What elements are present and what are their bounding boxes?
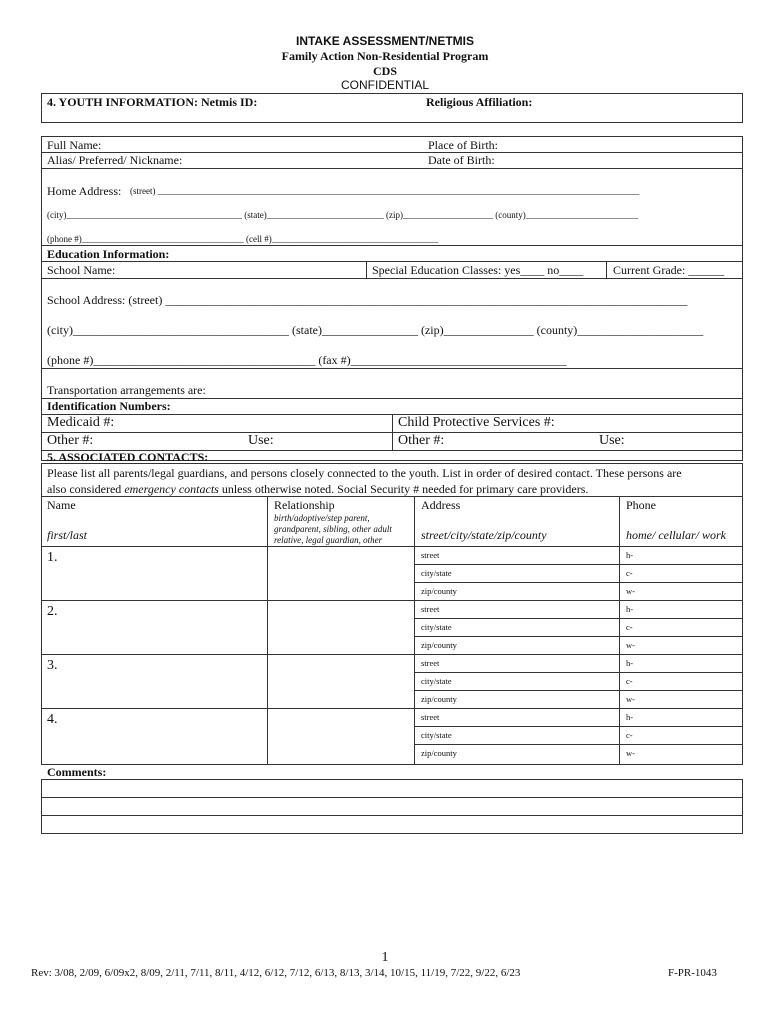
contact-street-field[interactable]: street	[421, 604, 440, 614]
transportation-label: Transportation arrangements are:	[47, 383, 206, 397]
place-of-birth-label: Place of Birth:	[428, 138, 498, 152]
contact-cell-phone-field[interactable]: c-	[626, 730, 633, 740]
comments-heading: Comments:	[47, 765, 107, 779]
religious-affiliation-label: Religious Affiliation:	[426, 95, 533, 109]
contact-zip-field[interactable]: zip/county	[421, 694, 457, 704]
school-address-line[interactable]: School Address: (street) _______________________________________________________________________________________	[47, 293, 688, 307]
home-city-line[interactable]: (city)_______________________________________ (state)__________________________ (zip)____________________ (county)_________________________	[47, 210, 639, 220]
col-address-header: Address	[421, 498, 461, 512]
contact-home-phone-field[interactable]: h-	[626, 604, 634, 614]
contact-row-number: 1.	[47, 550, 58, 565]
education-heading: Education Information:	[47, 247, 170, 261]
col-phone-header: Phone	[626, 498, 656, 512]
col-name-sub: first/last	[47, 528, 88, 542]
home-phone-line[interactable]: (phone #)____________________________________ (cell #)_____________________________________	[47, 234, 439, 244]
home-address-label: Home Address:	[47, 184, 122, 198]
current-grade-label: Current Grade: ______	[613, 263, 725, 277]
contact-cell-phone-field[interactable]: c-	[626, 568, 633, 578]
contact-zip-field[interactable]: zip/county	[421, 640, 457, 650]
page-number: 1	[381, 950, 389, 965]
youth-section-heading: 4. YOUTH INFORMATION: Netmis ID:	[47, 95, 258, 109]
col-phone-sub: home/ cellular/ work	[626, 528, 726, 542]
full-name-label: Full Name:	[47, 138, 102, 152]
contact-street-field[interactable]: street	[421, 658, 440, 668]
col-relationship-header: Relationship	[274, 498, 335, 512]
program-name: Family Action Non-Residential Program	[281, 49, 489, 63]
form-number: F-PR-1043	[668, 967, 717, 979]
contact-zip-field[interactable]: zip/county	[421, 586, 457, 596]
contact-home-phone-field[interactable]: h-	[626, 712, 634, 722]
home-street-line[interactable]: (street) ___________________________________________________________________________________________________________	[130, 186, 640, 196]
col-name-header: Name	[47, 498, 76, 512]
contact-city-field[interactable]: city/state	[421, 622, 452, 632]
contact-work-phone-field[interactable]: w-	[626, 694, 635, 704]
other-id-label-2: Other #:	[398, 433, 445, 448]
contact-city-field[interactable]: city/state	[421, 676, 452, 686]
contact-city-field[interactable]: city/state	[421, 568, 452, 578]
contact-cell-phone-field[interactable]: c-	[626, 622, 633, 632]
school-name-label: School Name:	[47, 263, 116, 277]
contacts-heading: 5. ASSOCIATED CONTACTS:	[47, 450, 209, 464]
identification-heading: Identification Numbers:	[47, 399, 171, 413]
contact-zip-field[interactable]: zip/county	[421, 748, 457, 758]
col-relationship-sub: birth/adoptive/step parent, grandparent, sibling, other adult relative, legal guardian, other	[274, 513, 392, 545]
alias-label: Alias/ Preferred/ Nickname:	[47, 153, 183, 167]
school-city-line[interactable]: (city)____________________________________ (state)________________ (zip)_______________ (county)_____________________	[47, 323, 704, 337]
date-of-birth-label: Date of Birth:	[428, 153, 495, 167]
org-name: CDS	[372, 64, 397, 78]
school-phone-line[interactable]: (phone #)_____________________________________ (fax #)____________________________________	[47, 353, 567, 367]
contact-row-number: 2.	[47, 604, 58, 619]
contact-street-field[interactable]: street	[421, 712, 440, 722]
special-ed-label: Special Education Classes: yes____ no____	[372, 263, 584, 277]
comments-box[interactable]	[41, 779, 743, 834]
revision-history: Rev: 3/08, 2/09, 6/09x2, 8/09, 2/11, 7/11, 8/11, 4/12, 6/12, 7/12, 6/13, 8/13, 3/14, 10/15, 11/19, 7/22, 9/22, 6/23	[31, 967, 521, 979]
contact-work-phone-field[interactable]: w-	[626, 748, 635, 758]
medicaid-label: Medicaid #:	[47, 415, 115, 430]
contact-home-phone-field[interactable]: h-	[626, 550, 634, 560]
contacts-intro-1: Please list all parents/legal guardians, and persons closely connected to the youth. List in order of desired contact. These persons are	[47, 466, 682, 480]
contacts-intro-2: also considered emergency contacts unless otherwise noted. Social Security # needed for primary care providers.	[47, 482, 589, 496]
other-id-label: Other #:	[47, 433, 94, 448]
col-address-sub: street/city/state/zip/county	[421, 528, 547, 542]
contact-row-number: 3.	[47, 658, 58, 673]
form-title: INTAKE ASSESSMENT/NETMIS	[295, 34, 474, 48]
contact-street-field[interactable]: street	[421, 550, 440, 560]
contact-work-phone-field[interactable]: w-	[626, 640, 635, 650]
use-label-2: Use:	[599, 433, 625, 448]
cps-label: Child Protective Services #:	[398, 415, 555, 430]
contact-row-number: 4.	[47, 712, 58, 727]
contact-work-phone-field[interactable]: w-	[626, 586, 635, 596]
contact-home-phone-field[interactable]: h-	[626, 658, 634, 668]
contact-cell-phone-field[interactable]: c-	[626, 676, 633, 686]
confidential-label: CONFIDENTIAL	[340, 78, 429, 92]
contact-city-field[interactable]: city/state	[421, 730, 452, 740]
use-label: Use:	[248, 433, 274, 448]
